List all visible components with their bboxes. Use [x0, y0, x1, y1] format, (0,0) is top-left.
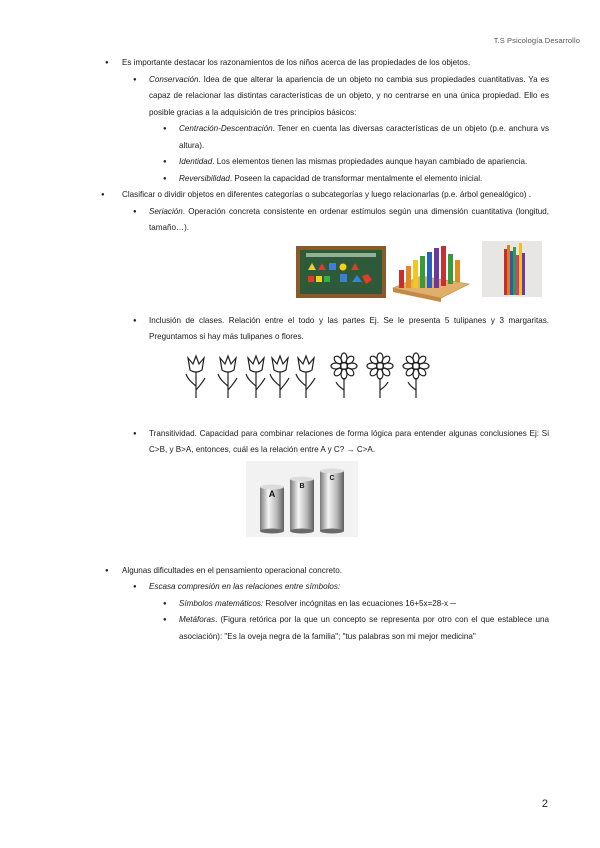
list-item: [149, 72, 549, 122]
page-number: 2: [541, 798, 548, 810]
stacking-pegs-image: [391, 244, 471, 302]
item-term: Metáforas: [179, 615, 215, 624]
item-text: Clasificar o dividir objetos en diferentes categorías o subcategorías y luego relacionarlas (p.e. árbol genealógico) .: [122, 190, 531, 199]
item-text: . Los elementos tienen las mismas propiedades aunque hayan cambiado de apariencia.: [212, 157, 528, 166]
list-item: [122, 187, 548, 204]
list-item: [179, 154, 549, 171]
item-term: Identidad: [179, 157, 213, 166]
item-text: Algunas dificultades en el pensamiento operacional concreto.: [122, 565, 343, 575]
item-term: Reversibilidad: [179, 173, 230, 183]
item-text: Transitividad. Capacidad para combinar relaciones de forma lógica para entender algunas conclusiones Ej: Si C>B, y B>A, entonces, cuál es la relación entre A y C? → C>A.: [149, 428, 549, 454]
item-text: . Operación concreta consistente en ordenar estímulos según una dimensión cuantitativa (longitud, tamaño…).: [149, 206, 549, 232]
seriation-images: [0, 241, 600, 303]
item-term: Conservación: [149, 74, 199, 84]
list-item: [179, 612, 549, 645]
list-item: [179, 121, 549, 154]
chalkboard-shapes-image: [296, 246, 386, 298]
item-text: Escasa compresión en las relaciones entre símbolos:: [149, 582, 341, 591]
cylinder-label-a: A: [268, 488, 276, 499]
item-text: Es importante destacar los razonamientos de los niños acerca de las propiedades de los objetos.: [122, 58, 471, 67]
item-text: Inclusión de clases. Relación entre el todo y las partes Ej. Se le presenta 5 tulipanes y 3 margaritas. Preguntamos si hay más tulipanes o flores.: [149, 315, 549, 341]
item-term: Centración-Descentración: [179, 124, 273, 133]
item-text: . (Figura retórica por la que un concepto se representa por otro con el que establece una asociación): "Es la oveja negra de la familia"; "tus palabras son mi mejor medicina": [179, 615, 549, 641]
list-item: [149, 313, 549, 346]
item-term: Seriación: [149, 206, 183, 216]
tulips-and-daisies-image: [184, 352, 434, 400]
page-content: [0, 55, 600, 645]
item-term: Símbolos matemáticos:: [179, 598, 264, 608]
cylinder-label-c: C: [329, 474, 335, 482]
item-text: Resolver incógnitas en las ecuaciones 16+5x=28-x ─: [263, 598, 457, 608]
list-item: [179, 171, 549, 188]
item-text: . Poseen la capacidad de transformar mentalmente el elemento inicial.: [229, 173, 483, 183]
list-item: [122, 563, 548, 580]
list-item: [149, 204, 549, 237]
list-item: [122, 55, 548, 72]
cylinders-image: [246, 461, 358, 537]
item-text: . Tener en cuenta las diversas características de un objeto (p.e. anchura vs altura).: [179, 124, 549, 150]
list-item: [179, 596, 549, 613]
list-item: [149, 426, 549, 459]
colored-pencils-image: [482, 241, 542, 297]
item-text: . Idea de que alterar la apariencia de un objeto no cambia sus propiedades cuantitativas. Ya es capaz de relacionar las distintas características de un objeto, y no centrarse en una única propiedad. Ello es posible gracias a la adquisición de tres principios básicos:: [149, 74, 549, 117]
cylinder-label-b: B: [299, 482, 305, 490]
list-item: [149, 579, 549, 596]
running-header: T.S Psicología Desarrollo: [493, 36, 580, 45]
